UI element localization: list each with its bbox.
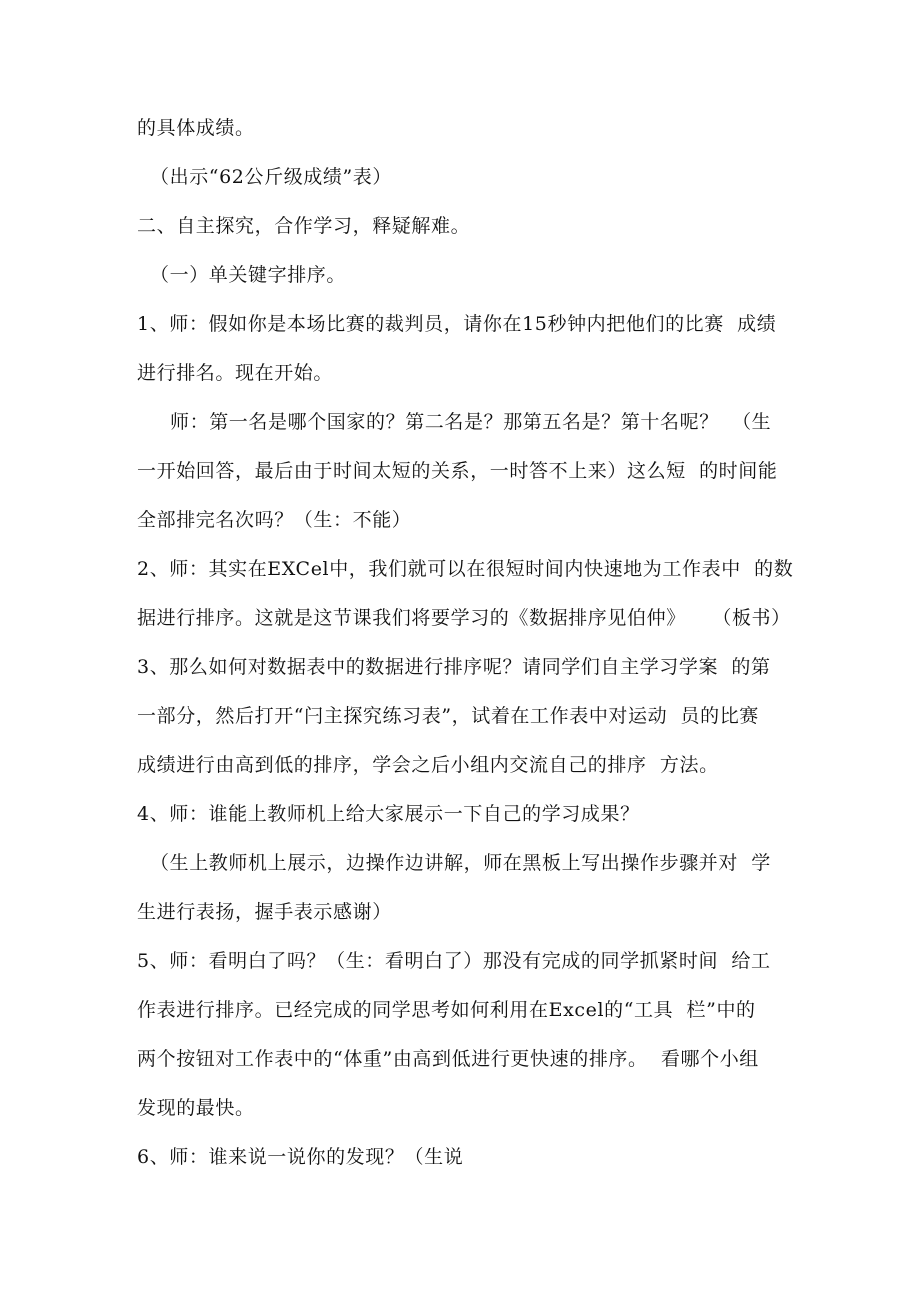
text-line: 4、师：谁能上教师机上给大家展示一下自己的学习成果？ [137,803,640,825]
text-line: （生上教师机上展示，边操作边讲解，师在黑板上写出操作步骤并对 学 [150,852,771,874]
section-heading: 二、自主探究，合作学习，释疑解难。 [137,215,471,237]
text-line: 进行排名。现在开始。 [137,362,334,384]
text-line: 的具体成绩。 [137,117,255,139]
text-line: 生进行表扬，握手表示感谢） [137,901,392,923]
subsection-heading: （一）单关键字排序。 [150,264,347,286]
text-line: 师：第一名是哪个国家的？第二名是？那第五名是？第十名呢？ （生 [170,411,772,433]
text-line: 2、师：其实在EXCel中，我们就可以在很短时间内快速地为工作表中 的数 [137,558,794,580]
text-line: （出示“62公斤级成绩”表） [150,166,393,188]
text-line: 3、那么如何对数据表中的数据进行排序呢？请同学们自主学习学案 的第 [137,656,771,678]
text-line: 全部排完名次吗？（生：不能） [137,509,412,531]
text-line: 作表进行排序。已经完成的同学思考如何利用在Excel的“工具 栏”中的 [137,999,756,1021]
text-line: 5、师：看明白了吗？（生：看明白了）那没有完成的同学抓紧时间 给工 [137,950,771,972]
text-line: 6、师：谁来说一说你的发现？（生说 [137,1146,464,1168]
text-line: 发现的最快。 [137,1097,255,1119]
text-line: 1、师：假如你是本场比赛的裁判员，请你在15秒钟内把他们的比赛 成绩 [137,313,777,335]
text-line: 据进行排序。这就是这节课我们将要学习的《数据排序见伯仲》 （板书） [137,607,791,629]
text-line: 成绩进行由高到低的排序，学会之后小组内交流自己的排序 方法。 [137,754,719,776]
text-line: 一部分，然后打开“闩主探究练习表”，试着在工作表中对运动 员的比赛 [137,705,759,727]
text-line: 一开始回答，最后由于时间太短的关系，一时答不上来）这么短 的时间能 [137,460,778,482]
text-line: 两个按钮对工作表中的“体重”由高到低进行更快速的排序。 看哪个小组 [137,1048,759,1070]
